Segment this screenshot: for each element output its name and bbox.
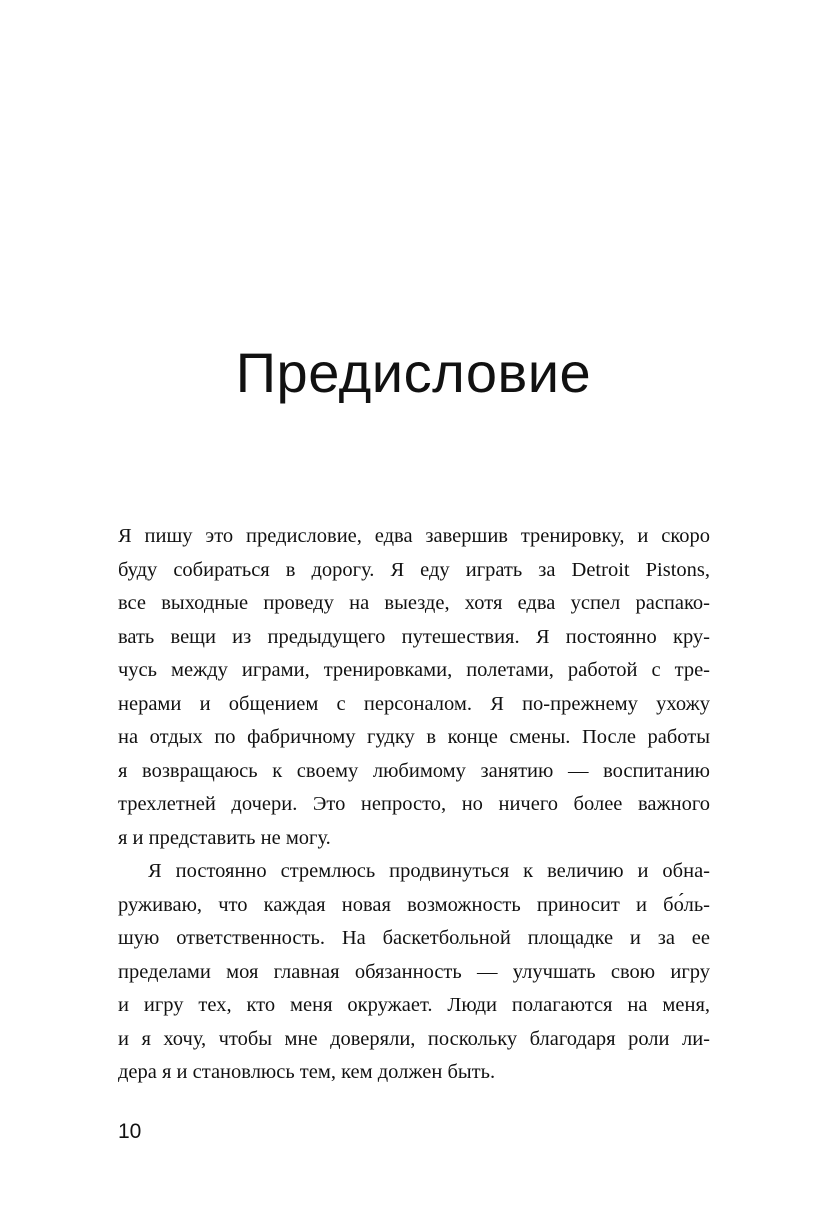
text-line: все выходные проведу на выезде, хотя едва успел распако- <box>118 592 710 614</box>
text-line: руживаю, что каждая новая возможность приносит и бо́ль- <box>118 893 710 916</box>
text-line: дера я и становлюсь тем, кем должен быть. <box>118 1061 496 1083</box>
text-line: на отдых по фабричному гудку в конце смены. После работы <box>118 726 710 748</box>
body-text <box>118 520 710 1090</box>
paragraph-1 <box>118 520 710 855</box>
text-line: Я постоянно стремлюсь продвинуться к величию и обна- <box>148 860 710 882</box>
text-line: и игру тех, кто меня окружает. Люди полагаются на меня, <box>118 994 710 1016</box>
text-line: и я хочу, чтобы мне доверяли, поскольку благодаря роли ли- <box>118 1027 710 1050</box>
text-line: я и представить не могу. <box>118 826 331 849</box>
text-line: нерами и общением с персоналом. Я по-прежнему ухожу <box>118 692 710 715</box>
chapter-title: Предисловие <box>235 341 592 404</box>
text-line: буду собираться в дорогу. Я еду играть за Detroit Pistons, <box>118 558 710 581</box>
text-line: Я пишу это предисловие, едва завершив тренировку, и скоро <box>118 525 710 547</box>
text-line: трехлетней дочери. Это непросто, но ничего более важного <box>118 793 710 815</box>
paragraph-2 <box>118 855 710 1090</box>
text-line: чусь между играми, тренировками, полетами, работой с тре- <box>118 659 710 681</box>
page-number: 10 <box>118 1120 142 1143</box>
text-line: я возвращаюсь к своему любимому занятию — воспитанию <box>118 759 710 782</box>
text-line: шую ответственность. На баскетбольной площадке и за ее <box>118 927 710 949</box>
text-line: вать вещи из предыдущего путешествия. Я постоянно кру- <box>118 625 710 648</box>
text-line: пределами моя главная обязанность — улучшать свою игру <box>118 960 710 983</box>
